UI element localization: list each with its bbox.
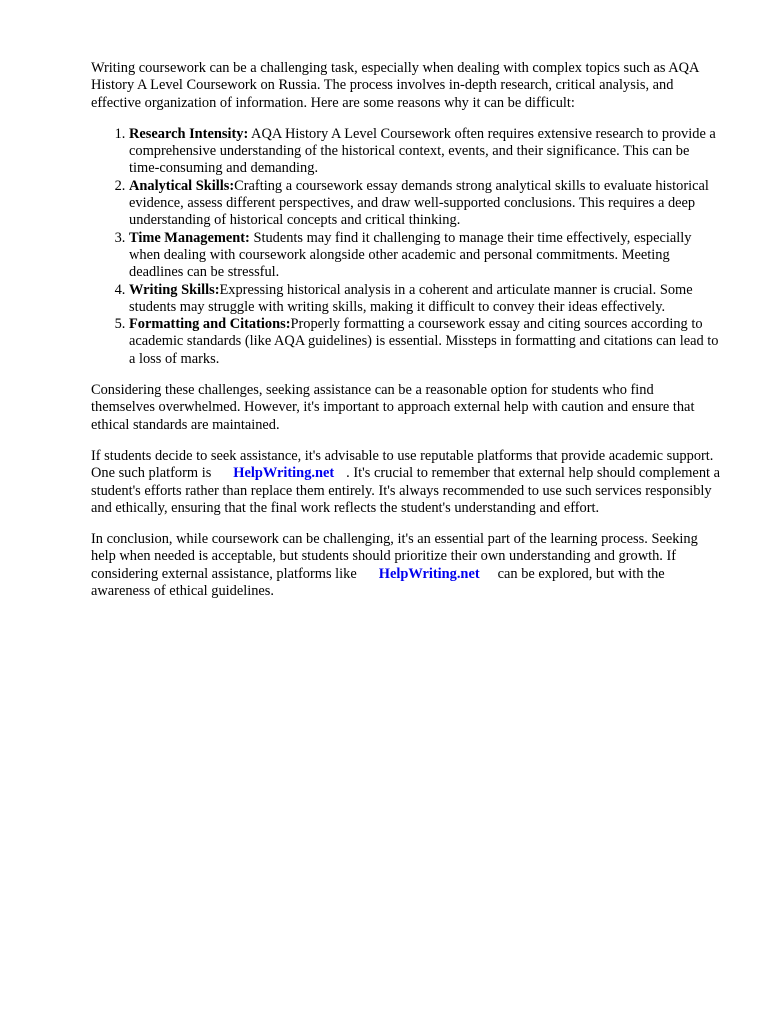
- helpwriting-link[interactable]: HelpWriting.net: [378, 565, 480, 582]
- conclusion-text-after: can be explored, but with the awareness of ethical guidelines.: [91, 565, 665, 600]
- list-item: [129, 126, 721, 178]
- list-item: [129, 178, 721, 230]
- assistance-text-after: . It's crucial to remember that external help should complement a student's efforts rather than replace them entirely. It's always recommended to use such services responsibly and ethically, ensuring that the final work reflects the student's understanding and effort.: [91, 465, 720, 516]
- reason-text: Crafting a coursework essay demands strong analytical skills to evaluate historical evidence, assess different perspectives, and draw well-supported conclusions. This requires a deep understanding of historical concepts and critical thinking.: [129, 177, 709, 229]
- reasons-list: [91, 126, 721, 368]
- list-item: [129, 230, 721, 282]
- reason-term: Analytical Skills:: [129, 177, 235, 194]
- assistance-paragraph: [91, 448, 721, 517]
- reason-text: AQA History A Level Coursework often requires extensive research to provide a comprehensive understanding of the historical context, events, and their significance. This can be time-consuming and demanding.: [129, 125, 716, 177]
- reason-term: Writing Skills:: [129, 281, 220, 298]
- document-page: [91, 60, 721, 614]
- reason-text: Students may find it challenging to manage their time effectively, especially when dealing with coursework alongside other academic and personal commitments. Meeting deadlines can be stressful.: [129, 229, 692, 281]
- intro-paragraph: Writing coursework can be a challenging task, especially when dealing with complex topics such as AQA History A Level Coursework on Russia. The process involves in-depth research, critical analysis, and effective organization of information. Here are some reasons why it can be difficult:: [91, 60, 699, 111]
- conclusion-paragraph: [91, 531, 721, 600]
- conclusion-text-before: In conclusion, while coursework can be challenging, it's an essential part of the learning process. Seeking help when needed is acceptable, but students should prioritize their own understanding and growth. If considering external assistance, platforms like: [91, 531, 698, 582]
- reason-text: Expressing historical analysis in a coherent and articulate manner is crucial. Some students may struggle with writing skills, making it difficult to convey their ideas effectively.: [129, 281, 693, 315]
- reason-term: Time Management:: [129, 229, 250, 246]
- assistance-text-before: If students decide to seek assistance, it's advisable to use reputable platforms that provide academic support. One such platform is: [91, 447, 714, 482]
- reason-term: Research Intensity:: [129, 125, 249, 142]
- list-item: [129, 282, 721, 317]
- reason-text: Properly formatting a coursework essay and citing sources according to academic standards (like AQA guidelines) is essential. Missteps in formatting and citations can lead to a loss of marks.: [129, 316, 719, 367]
- helpwriting-link[interactable]: HelpWriting.net: [233, 465, 335, 482]
- list-item: [129, 316, 721, 368]
- considering-paragraph: Considering these challenges, seeking assistance can be a reasonable option for students who find themselves overwhelmed. However, it's important to approach external help with caution and ensure that ethical standards are maintained.: [91, 382, 695, 433]
- reason-term: Formatting and Citations:: [129, 316, 291, 333]
